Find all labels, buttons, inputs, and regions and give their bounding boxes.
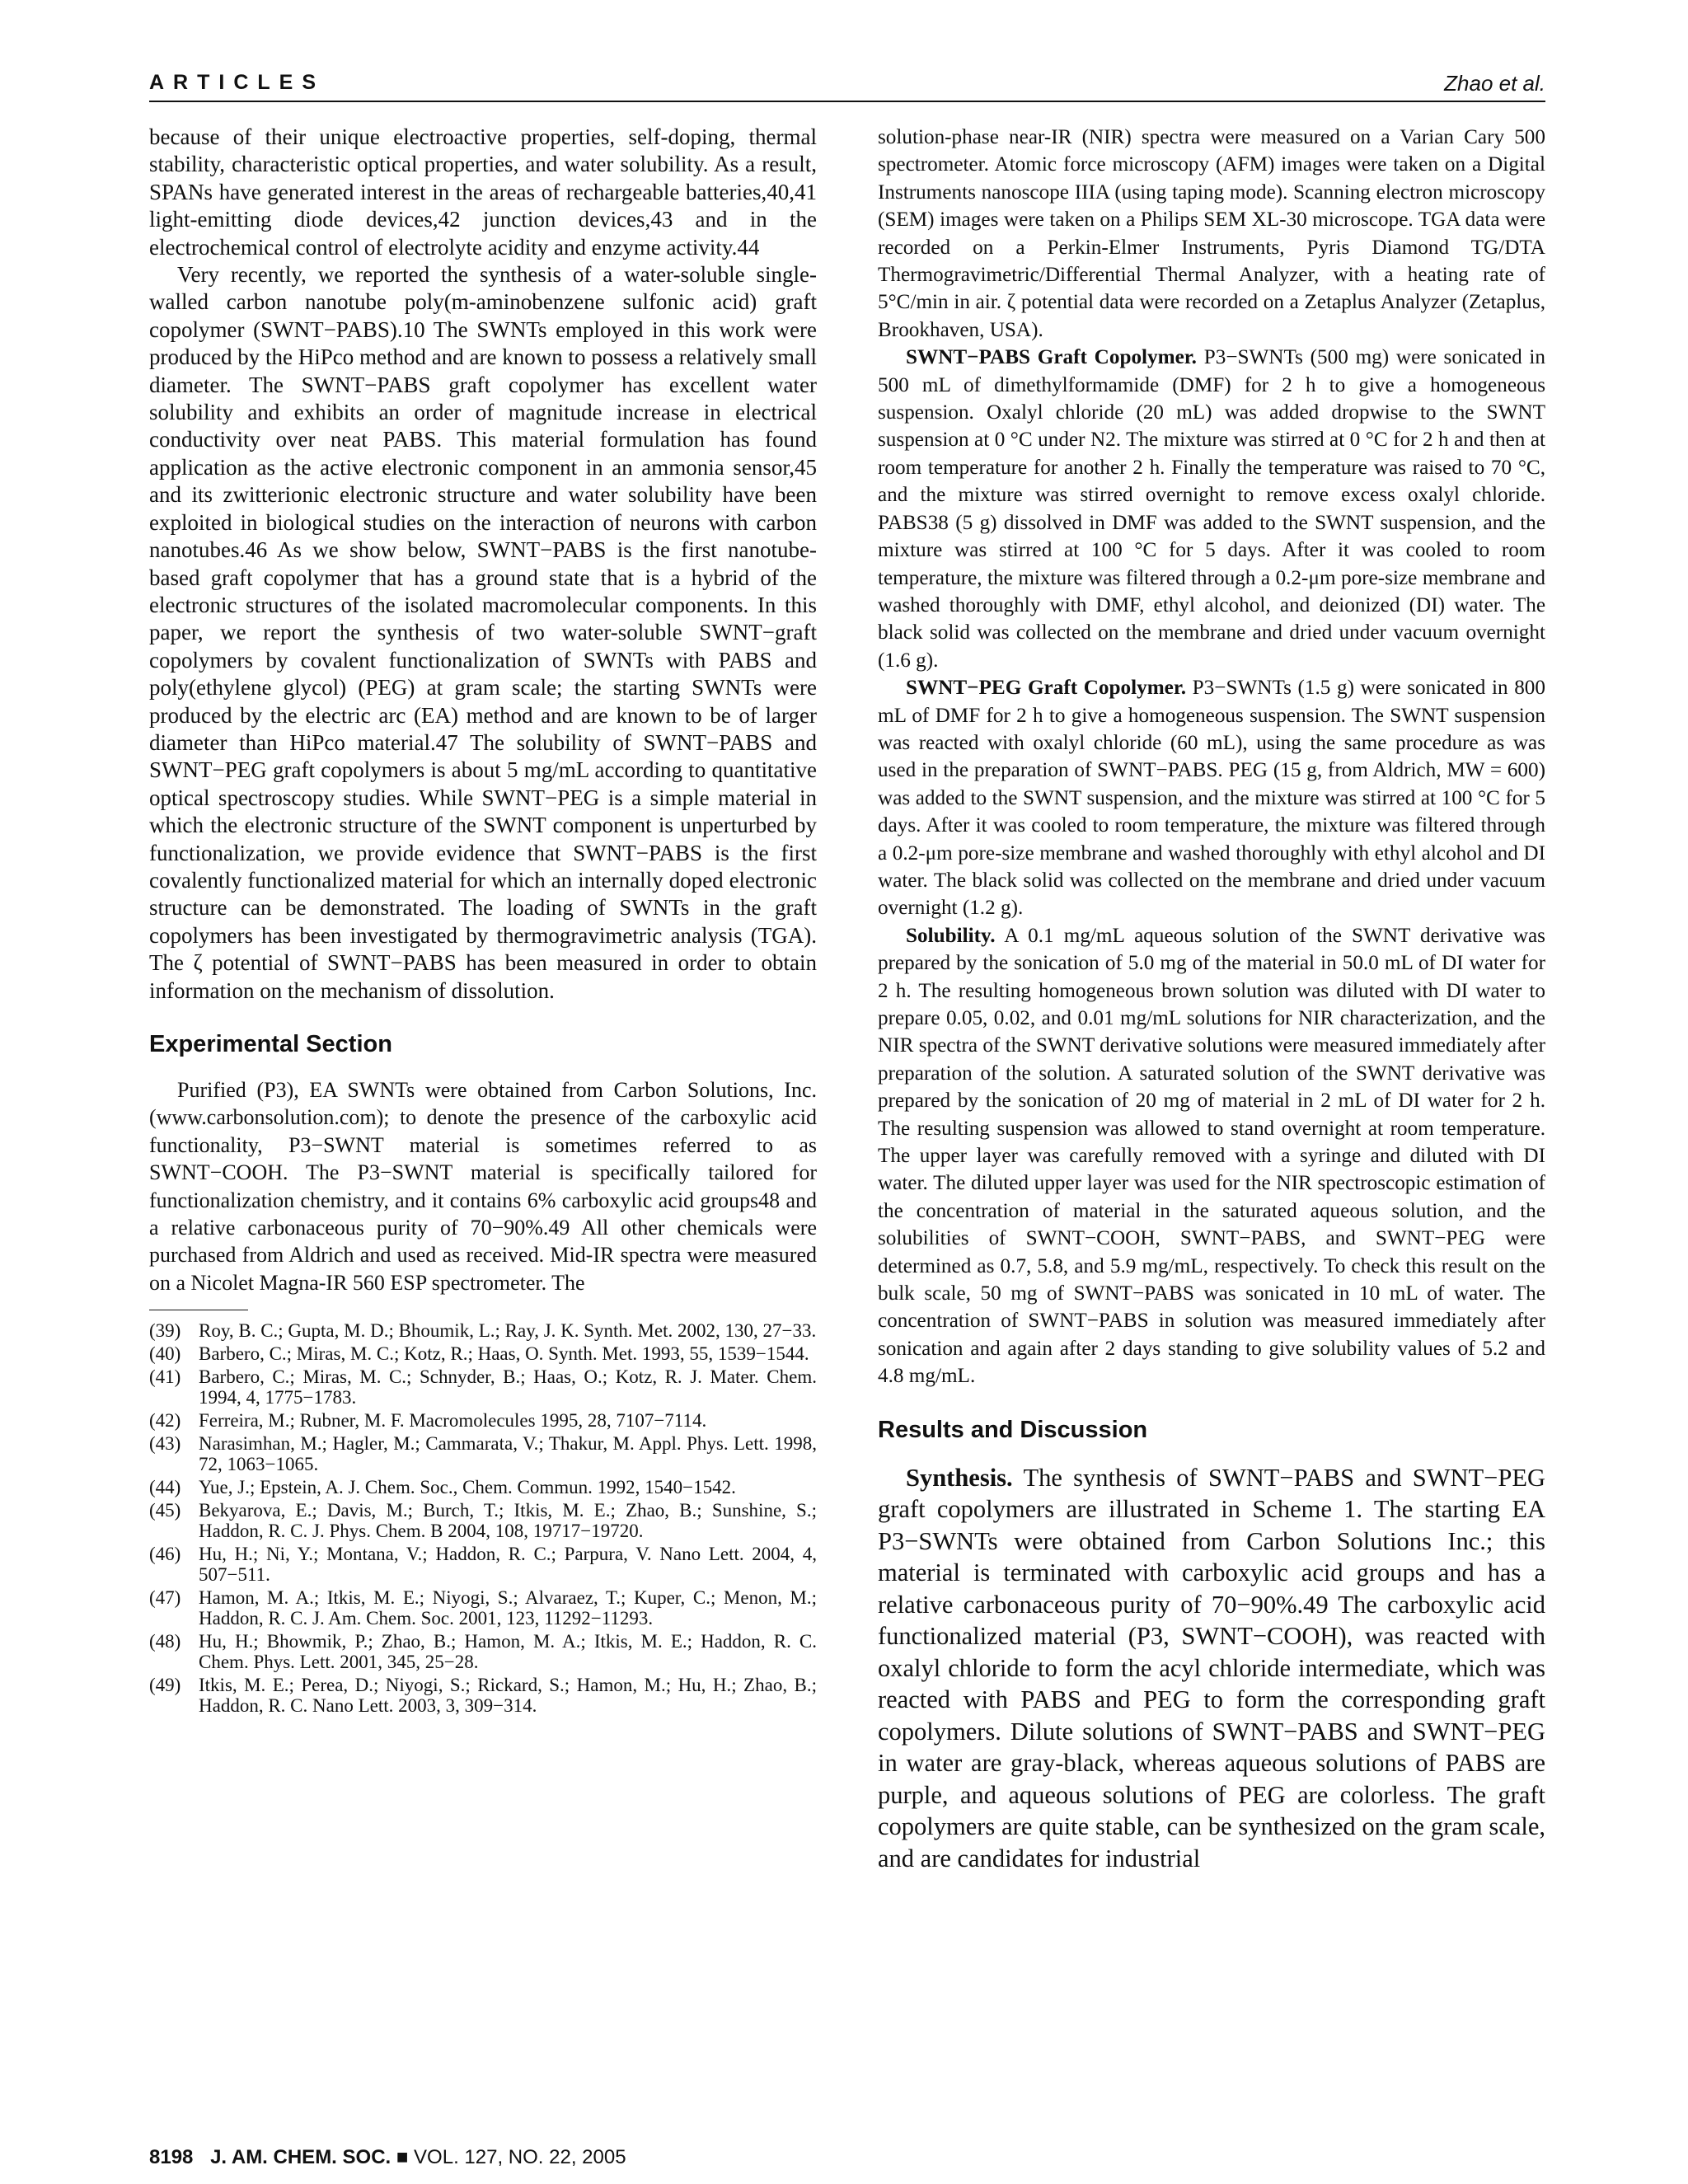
- right-column: [878, 124, 1545, 1874]
- reference-39: [149, 1320, 817, 1341]
- reference-number: (48): [149, 1631, 181, 1652]
- reference-text: Roy, B. C.; Gupta, M. D.; Bhoumik, L.; Ray, J. K. Synth. Met. 2002, 130, 27−33.: [199, 1320, 817, 1342]
- reference-text: Barbero, C.; Miras, M. C.; Schnyder, B.; Haas, O.; Kotz, R. J. Mater. Chem. 1994, 4, 1775−1783.: [199, 1366, 817, 1408]
- synthesis-subheading: Synthesis.: [906, 1463, 1013, 1492]
- reference-40: [149, 1343, 817, 1364]
- reference-46: [149, 1544, 817, 1585]
- reference-45: [149, 1500, 817, 1541]
- reference-number: (45): [149, 1500, 181, 1521]
- solubility-text: A 0.1 mg/mL aqueous solution of the SWNT derivative was prepared by the sonication of 5.0 mg of the material in 50.0 mL of DI water for 2 h. The resulting homogeneous brown solution was diluted with DI water to prepare 0.05, 0.02, and 0.01 mg/mL solutions for NIR characterization, and the NIR spectra of the SWNT derivative solutions were measured immediately after preparation of the solution. A saturated solution of the SWNT derivative was prepared by the sonication of 20 mg of material in 2 mL of DI water for 2 h. The resulting suspension was allowed to stand overnight at room temperature. The upper layer was carefully removed with a syringe and diluted with DI water. The diluted upper layer was used for the NIR spectroscopic estimation of the concentration of material in the saturated aqueous solution, and the solubilities of SWNT−COOH, SWNT−PABS, and SWNT−PEG were determined as 0.7, 5.8, and 5.9 mg/mL, respectively. To check this result on the bulk scale, 50 mg of SWNT−PABS was sonicated in 10 mL of water. The concentration of SWNT−PABS in solution was measured immediately after sonication and again after 2 days standing to give solubility values of 5.2 and 4.8 mg/mL.: [878, 924, 1545, 1388]
- page-footer: [149, 2146, 626, 2169]
- reference-text: Hu, H.; Ni, Y.; Montana, V.; Haddon, R. C.; Parpura, V. Nano Lett. 2004, 4, 507−511.: [199, 1544, 817, 1586]
- footer-separator: ■: [396, 2146, 409, 2168]
- reference-number: (47): [149, 1587, 181, 1609]
- intro-paragraph-1: because of their unique electroactive properties, self-doping, thermal stability, characteristic optical properties, and water solubility. As a result, SPANs have generated interest in the areas of rechargeable batteries,40,41 light-emitting diode devices,42 junction devices,43 and in the electrochemical control of electrolyte acidity and enzyme activity.44: [149, 124, 817, 260]
- experimental-paragraph-1: Purified (P3), EA SWNTs were obtained from Carbon Solutions, Inc. (www.carbonsolution.com); to denote the presence of the carboxylic acid functionality, P3−SWNT material is sometimes referred to as SWNT−COOH. The P3−SWNT material is specifically tailored for functionalization chemistry, and it contains 6% carboxylic acid groups48 and a relative carbonaceous purity of 70−90%.49 All other chemicals were purchased from Aldrich and used as received. Mid-IR spectra were measured on a Nicolet Magna-IR 560 ESP spectrometer. The: [149, 1078, 817, 1295]
- reference-number: (39): [149, 1320, 181, 1342]
- reference-text: Yue, J.; Epstein, A. J. Chem. Soc., Chem. Commun. 1992, 1540−1542.: [199, 1477, 736, 1498]
- reference-text: Hamon, M. A.; Itkis, M. E.; Niyogi, S.; Alvaraez, T.; Kuper, C.; Menon, M.; Haddon, R. C. J. Am. Chem. Soc. 2001, 123, 11292−11293.: [199, 1587, 817, 1629]
- journal-name: J. AM. CHEM. SOC.: [210, 2146, 392, 2168]
- running-header-section: ARTICLES: [149, 71, 325, 94]
- reference-text: Ferreira, M.; Rubner, M. F. Macromolecules 1995, 28, 7107−7114.: [199, 1410, 707, 1432]
- reference-49: [149, 1675, 817, 1716]
- reference-47: [149, 1587, 817, 1629]
- reference-41: [149, 1366, 817, 1408]
- reference-text: Narasimhan, M.; Hagler, M.; Cammarata, V.; Thakur, M. Appl. Phys. Lett. 1998, 72, 1063−1065.: [199, 1433, 817, 1475]
- reference-text: Bekyarova, E.; Davis, M.; Burch, T.; Itkis, M. E.; Zhao, B.; Sunshine, S.; Haddon, R. C. J. Phys. Chem. B 2004, 108, 19717−19720.: [199, 1500, 817, 1542]
- running-header-authors: Zhao et al.: [1444, 71, 1545, 96]
- peg-paragraph: [878, 674, 1545, 922]
- solubility-subheading: Solubility.: [906, 924, 996, 947]
- peg-text: P3−SWNTs (1.5 g) were sonicated in 800 mL of DMF for 2 h to give a homogeneous suspension. The SWNT suspension was reacted with oxalyl chloride (60 mL), using the same procedure as was used in the preparation of SWNT−PABS. PEG (15 g, from Aldrich, MW = 600) was added to the SWNT suspension, and the mixture was stirred at 100 °C for 5 days. After it was cooled to room temperature, the mixture was filtered through a 0.2-μm pore-size membrane and washed thoroughly with ethyl alcohol and DI water. The black solid was collected on the membrane and dried under vacuum overnight (1.2 g).: [878, 677, 1545, 920]
- results-heading: Results and Discussion: [878, 1416, 1148, 1443]
- reference-44: [149, 1477, 817, 1497]
- journal-volume: VOL. 127, NO. 22, 2005: [414, 2146, 626, 2168]
- page-number: 8198: [149, 2146, 194, 2168]
- pabs-subheading: SWNT−PABS Graft Copolymer.: [906, 346, 1197, 369]
- reference-number: (41): [149, 1366, 181, 1388]
- reference-text: Itkis, M. E.; Perea, D.; Niyogi, S.; Rickard, S.; Hamon, M.; Hu, H.; Zhao, B.; Haddon, R. C. Nano Lett. 2003, 3, 309−314.: [199, 1675, 817, 1717]
- reference-number: (49): [149, 1675, 181, 1696]
- reference-number: (46): [149, 1544, 181, 1565]
- reference-text: Barbero, C.; Miras, M. C.; Kotz, R.; Haas, O. Synth. Met. 1993, 55, 1539−1544.: [199, 1343, 809, 1365]
- reference-42: [149, 1410, 817, 1431]
- synthesis-paragraph: [878, 1462, 1545, 1875]
- experimental-heading: Experimental Section: [149, 1031, 392, 1057]
- reference-number: (44): [149, 1477, 181, 1498]
- reference-number: (42): [149, 1410, 181, 1432]
- left-column: [149, 124, 817, 1718]
- header-rule: [149, 101, 1545, 102]
- pabs-paragraph: [878, 344, 1545, 674]
- reference-list: [149, 1320, 817, 1716]
- reference-number: (40): [149, 1343, 181, 1365]
- experimental-continued: solution-phase near-IR (NIR) spectra were measured on a Varian Cary 500 spectrometer. Atomic force microscopy (AFM) images were taken on a Digital Instruments nanoscope IIIA (using taping mode). Scanning electron microscopy (SEM) images were taken on a Philips SEM XL-30 microscope. TGA data were recorded on a Perkin-Elmer Instruments, Pyris Diamond TG/DTA Thermogravimetric/Differential Thermal Analyzer, with a heating rate of 5°C/min in air. ζ potential data were recorded on a Zetaplus Analyzer (Zetaplus, Brookhaven, USA).: [878, 126, 1545, 341]
- peg-subheading: SWNT−PEG Graft Copolymer.: [906, 677, 1187, 700]
- reference-48: [149, 1631, 817, 1672]
- intro-paragraph-2: Very recently, we reported the synthesis of a water-soluble single-walled carbon nanotube poly(m-aminobenzene sulfonic acid) graft copolymer (SWNT−PABS).10 The SWNTs employed in this work were produced by the HiPco method and are known to possess a relatively small diameter. The SWNT−PABS graft copolymer has excellent water solubility and exhibits an order of magnitude increase in electrical conductivity over neat PABS. This material formulation has found application as the active electronic component in an ammonia sensor,45 and its zwitterionic electronic structure and water solubility have been exploited in biological studies on the interaction of neurons with carbon nanotubes.46 As we show below, SWNT−PABS is the first nanotube-based graft copolymer that has a ground state that is a hybrid of the electronic structures of the isolated macromolecular components. In this paper, we report the synthesis of two water-soluble SWNT−graft copolymers by covalent functionalization of SWNTs with PABS and poly(ethylene glycol) (PEG) at gram scale; the starting SWNTs were produced by the electric arc (EA) method and are known to be of larger diameter than HiPco material.47 The solubility of SWNT−PABS and SWNT−PEG graft copolymers is about 5 mg/mL according to quantitative optical spectroscopy studies. While SWNT−PEG is a simple material in which the electronic structure of the SWNT component is unperturbed by functionalization, we provide evidence that SWNT−PABS is the first covalently functionalized material for which an internally doped electronic structure can be demonstrated. The loading of SWNTs in the graft copolymers has been investigated by thermogravimetric analysis (TGA). The ζ potential of SWNT−PABS has been measured in order to obtain information on the mechanism of dissolution.: [149, 262, 817, 1003]
- reference-number: (43): [149, 1433, 181, 1455]
- pabs-text: P3−SWNTs (500 mg) were sonicated in 500 mL of dimethylformamide (DMF) for 2 h to give a homogeneous suspension. Oxalyl chloride (20 mL) was added dropwise to the SWNT suspension at 0 °C under N2. The mixture was stirred at 0 °C for 2 h and then at room temperature for another 2 h. Finally the temperature was raised to 70 °C, and the mixture was stirred overnight to remove excess oxalyl chloride. PABS38 (5 g) dissolved in DMF was added to the SWNT suspension, and the mixture was stirred at 100 °C for 5 days. After it was cooled to room temperature, the mixture was filtered through a 0.2-μm pore-size membrane and washed thoroughly with DMF, ethyl alcohol, and deionized (DI) water. The black solid was collected on the membrane and dried under vacuum overnight (1.6 g).: [878, 346, 1546, 672]
- synthesis-text: The synthesis of SWNT−PABS and SWNT−PEG graft copolymers are illustrated in Scheme 1. The starting EA P3−SWNTs were obtained from Carbon Solutions Inc.; this material is terminated with carboxylic acid groups and has a relative carbonaceous purity of 70−90%.49 The carboxylic acid functionalized material (P3, SWNT−COOH), was reacted with oxalyl chloride to form the acyl chloride intermediate, which was reacted with PABS and PEG to form the corresponding graft copolymers. Dilute solutions of SWNT−PABS and SWNT−PEG in water are gray-black, whereas aqueous solutions of PABS are purple, and aqueous solutions of PEG are colorless. The graft copolymers are quite stable, can be synthesized on the gram scale, and are candidates for industrial: [878, 1463, 1545, 1872]
- solubility-paragraph: [878, 922, 1545, 1390]
- reference-text: Hu, H.; Bhowmik, P.; Zhao, B.; Hamon, M. A.; Itkis, M. E.; Haddon, R. C. Chem. Phys. Lett. 2001, 345, 25−28.: [199, 1631, 817, 1673]
- reference-43: [149, 1433, 817, 1474]
